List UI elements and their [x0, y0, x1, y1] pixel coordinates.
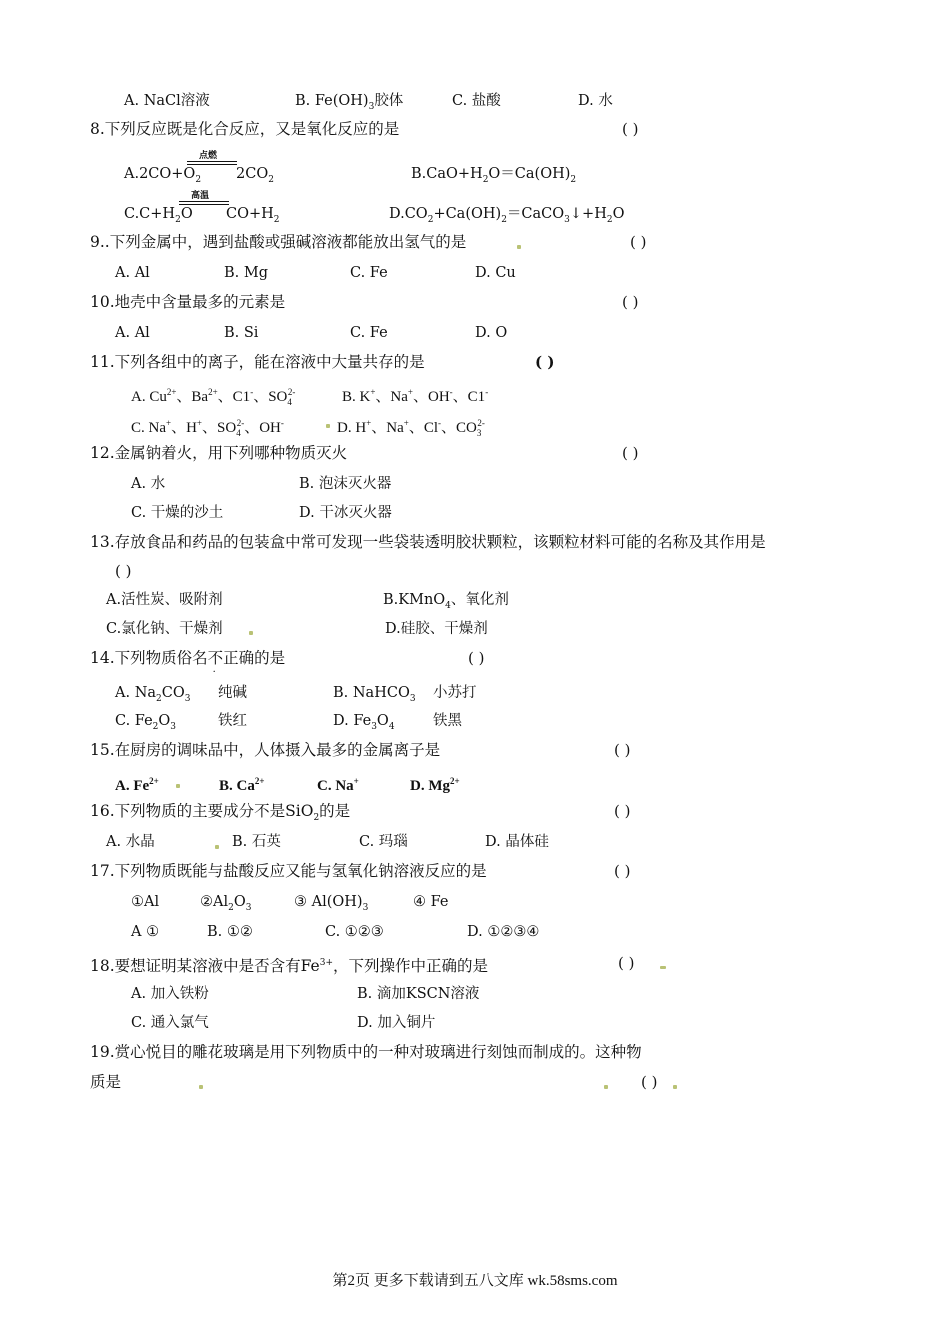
q11-option-a: A. $Cu^{2+}$、$Ba^{2+}$、C1-、$SO_4^{2-}$ [131, 387, 296, 407]
q9-option-c: C. Fe [350, 265, 388, 281]
stray-dot [215, 845, 219, 849]
q19-stem-line2: 质是 [90, 1073, 122, 1091]
q11-option-d: D. H+、Na+、Cl-、$CO_3^{2-}$ [337, 418, 485, 438]
q8-option-d: $D.CO_2+Ca(OH)_2=CaCO_3↓+H_2O$ [389, 206, 625, 225]
q16-answer-paren: ( ) [614, 802, 631, 820]
stray-dot [199, 1085, 203, 1089]
q8-option-c-left: $C.C+H_2O$ [124, 206, 193, 225]
q15-stem: 15.在厨房的调味品中，人体摄入最多的金属离子是 [90, 741, 441, 759]
q8-condition-ignite: 点燃 [187, 150, 237, 166]
q12-option-d: D. 干冰灭火器 [299, 505, 392, 521]
q19-stem-line1: 19.赏心悦目的雕花玻璃是用下列物质中的一种对玻璃进行刻蚀而制成的。这种物 [90, 1043, 642, 1061]
q11-stem: 11.下列各组中的离子，能在溶液中大量共存的是 [90, 353, 425, 371]
q17-option-b: B. ①② [207, 924, 253, 940]
stray-dot [673, 1085, 677, 1089]
q17-option-d: D. ①②③④ [467, 924, 540, 940]
q11-option-b: B. K+、Na+、OH-、C1- [342, 387, 489, 405]
q8-option-c-right: $CO+H_2$ [226, 206, 280, 225]
q13-option-b: B.KMnO$_4$、氧化剂 [383, 592, 509, 611]
q13-option-d: D.硅胶、干燥剂 [385, 621, 488, 637]
q15-answer-paren: ( ) [614, 741, 631, 759]
q15-option-b: B. $Ca^{2+}$ [219, 776, 265, 794]
stray-dot [660, 966, 666, 969]
q15-option-c: C. Na+ [317, 776, 359, 794]
q8-stem: 8.下列反应既是化合反应，又是氧化反应的是 [90, 120, 400, 138]
q16-stem: 16.下列物质的主要成分不是SiO$_2$的是 [90, 802, 351, 824]
q14-option-a-name: 纯碱 [218, 685, 247, 701]
stray-dot [604, 1085, 608, 1089]
q17-option-a: A ① [131, 924, 160, 940]
page-footer: 第2页 更多下载请到五八文库 wk.58sms.com [332, 1273, 618, 1289]
q17-stem: 17.下列物质既能与盐酸反应又能与氢氧化钠溶液反应的是 [90, 862, 487, 880]
q9-option-a: A. Al [115, 265, 150, 281]
stray-dot [326, 424, 330, 428]
q7-option-c: C. 盐酸 [452, 93, 501, 109]
q10-option-c: C. Fe [350, 325, 388, 341]
q14-answer-paren: ( ) [468, 649, 485, 667]
q17-item-1: ①Al [131, 894, 160, 910]
q16-option-c: C. 玛瑙 [359, 834, 408, 850]
q18-option-c: C. 通入氯气 [131, 1015, 209, 1031]
q13-option-c: C.氯化钠、干燥剂 [106, 621, 223, 637]
q11-answer-paren: ( ) [535, 353, 555, 371]
stray-dot [517, 245, 521, 249]
q9-stem: 9..下列金属中，遇到盐酸或强碱溶液都能放出氢气的是 [90, 233, 467, 251]
q16-option-b: B. 石英 [232, 834, 281, 850]
q8-option-b: $B.CaO+H_2O=Ca(OH)_2$ [411, 166, 577, 185]
q14-option-c: C. $Fe_2O_3$ [115, 713, 177, 732]
q7-option-d: D. 水 [578, 93, 613, 109]
q12-stem: 12.金属钠着火，用下列哪种物质灭火 [90, 444, 348, 462]
q17-answer-paren: ( ) [614, 862, 631, 880]
q14-option-b: B. NaHCO$_3$ [333, 685, 416, 704]
q7-option-b: B. $Fe(OH)_3$胶体 [295, 93, 404, 112]
q12-option-a: A. 水 [131, 476, 166, 492]
emphasis-dot-word: 不 · [207, 649, 224, 678]
q12-answer-paren: ( ) [622, 444, 639, 462]
q15-option-a: A. $Fe^{2+}$ [115, 776, 159, 794]
q18-option-b: B. 滴加KSCN溶液 [357, 986, 480, 1002]
q17-item-3: ③ $Al(OH)_3$ [294, 894, 369, 913]
q13-stem: 13.存放食品和药品的包装盒中常可发现一些袋装透明胶状颗粒，该颗粒材料可能的名称及其作用是 [90, 533, 766, 551]
q18-stem: 18.要想证明某溶液中是否含有$Fe^{3+}$，下列操作中正确的是 [90, 957, 489, 976]
q19-answer-paren: ( ) [641, 1073, 658, 1091]
q17-option-c: C. ①②③ [325, 924, 384, 940]
q9-option-d: D. Cu [475, 265, 516, 281]
stray-dot [176, 784, 180, 788]
q8-option-a-left: $A.2CO+O_2$ [124, 166, 202, 185]
q15-option-d: D. $Mg^{2+}$ [410, 776, 460, 794]
q10-option-b: B. Si [224, 325, 259, 341]
q14-option-c-name: 铁红 [218, 713, 247, 729]
q9-option-b: B. Mg [224, 265, 269, 281]
q14-option-b-name: 小苏打 [433, 685, 477, 701]
q18-answer-paren: ( ) [618, 954, 635, 972]
q10-stem: 10.地壳中含量最多的元素是 [90, 293, 286, 311]
q10-answer-paren: ( ) [622, 293, 639, 311]
q8-condition-high-temp: 高温 [179, 190, 229, 206]
q11-option-c: C. Na+、H+、$SO_4^{2-}$、OH- [131, 418, 284, 438]
q14-stem: 14.下列物质俗名不 · 正确的是 [90, 649, 286, 678]
q8-option-a-right: $2CO_2$ [236, 166, 274, 185]
q13-option-a: A.活性炭、吸附剂 [106, 592, 223, 608]
q13-answer-paren: ( ) [115, 562, 132, 580]
q17-item-2: $②Al_2O_3$ [200, 894, 252, 913]
q16-option-a: A. 水晶 [106, 834, 155, 850]
q16-option-d: D. 晶体硅 [485, 834, 549, 850]
q10-option-a: A. Al [115, 325, 150, 341]
q14-option-a: A. $Na_2CO_3$ [115, 685, 191, 704]
stray-dot [249, 631, 253, 635]
q18-option-d: D. 加入铜片 [357, 1015, 436, 1031]
q10-option-d: D. O [475, 325, 508, 341]
q12-option-c: C. 干燥的沙土 [131, 505, 224, 521]
q14-option-d: D. $Fe_3O_4$ [333, 713, 395, 732]
q18-option-a: A. 加入铁粉 [131, 986, 209, 1002]
q17-item-4: ④ Fe [413, 894, 449, 910]
q8-answer-paren: ( ) [622, 120, 639, 138]
q12-option-b: B. 泡沫灭火器 [299, 476, 392, 492]
q14-option-d-name: 铁黑 [433, 713, 462, 729]
q9-answer-paren: ( ) [630, 233, 647, 251]
q7-option-a: A. NaCl溶液 [124, 93, 210, 109]
